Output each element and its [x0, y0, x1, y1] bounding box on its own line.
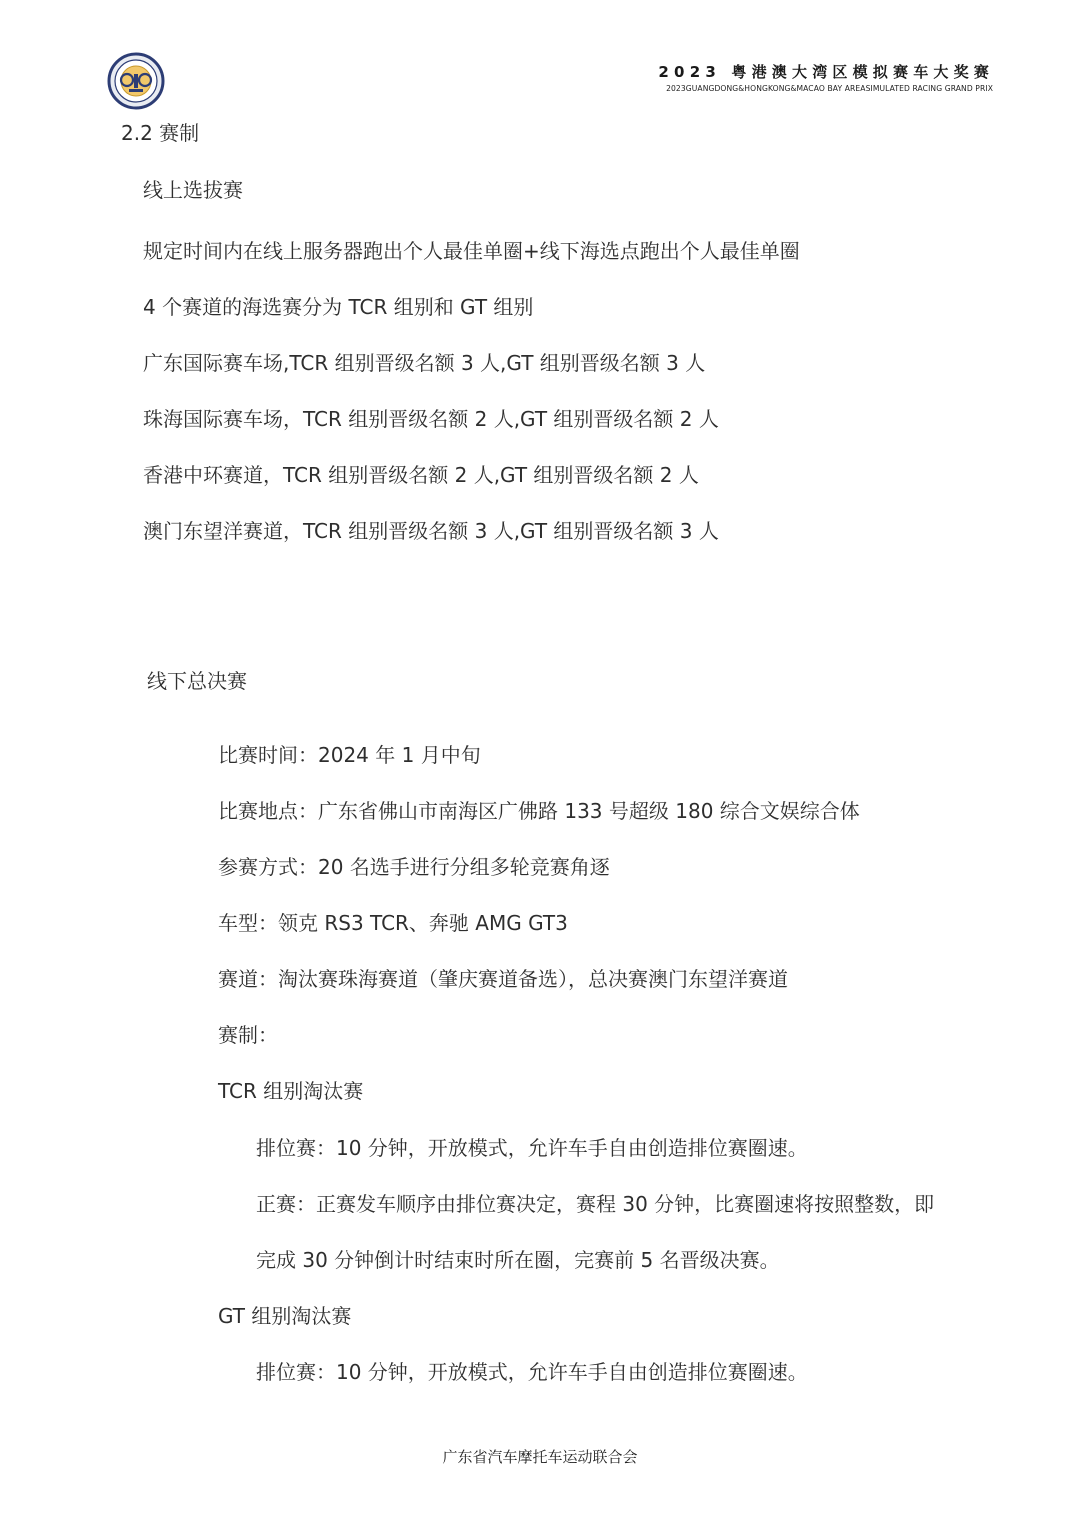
page-footer: 广东省汽车摩托车运动联合会: [442, 1448, 638, 1466]
section-heading: 2.2 赛制: [121, 121, 200, 145]
header-subtitle: 2023GUANGDONG&HONGKONG&MACAO BAY AREASIMULATED RACING GRAND PRIX: [666, 84, 993, 93]
header-title: 2023 粤港澳大湾区模拟赛车大奖赛: [658, 63, 994, 81]
offline-line: 赛制：: [218, 1023, 278, 1047]
tcr-race-line: 正赛：正赛发车顺序由排位赛决定，赛程 30 分钟，比赛圈速将按照整数，即: [256, 1192, 935, 1216]
offline-line: 车型：领克 RS3 TCR、奔驰 AMG GT3: [218, 911, 568, 935]
association-seal-logo: [107, 52, 165, 110]
online-qualifier-title: 线上选拔赛: [143, 178, 243, 202]
offline-line: 比赛时间：2024 年 1 月中旬: [218, 743, 481, 767]
online-line: 香港中环赛道，TCR 组别晋级名额 2 人,GT 组别晋级名额 2 人: [143, 463, 699, 487]
online-line: 规定时间内在线上服务器跑出个人最佳单圈+线下海选点跑出个人最佳单圈: [143, 239, 800, 263]
online-line: 广东国际赛车场,TCR 组别晋级名额 3 人,GT 组别晋级名额 3 人: [143, 351, 706, 375]
offline-line: 比赛地点：广东省佛山市南海区广佛路 133 号超级 180 综合文娱综合体: [218, 799, 860, 823]
tcr-qualifying: 排位赛：10 分钟，开放模式，允许车手自由创造排位赛圈速。: [256, 1136, 808, 1160]
offline-final-title: 线下总决赛: [147, 669, 247, 693]
offline-line: 赛道：淘汰赛珠海赛道（肇庆赛道备选），总决赛澳门东望洋赛道: [218, 967, 788, 991]
tcr-elimination-title: TCR 组别淘汰赛: [218, 1079, 364, 1103]
online-line: 4 个赛道的海选赛分为 TCR 组别和 GT 组别: [143, 295, 534, 319]
gt-elimination-title: GT 组别淘汰赛: [218, 1304, 352, 1328]
tcr-race-line: 完成 30 分钟倒计时结束时所在圈，完赛前 5 名晋级决赛。: [256, 1248, 780, 1272]
online-line: 珠海国际赛车场，TCR 组别晋级名额 2 人,GT 组别晋级名额 2 人: [143, 407, 719, 431]
gt-qualifying: 排位赛：10 分钟，开放模式，允许车手自由创造排位赛圈速。: [256, 1360, 808, 1384]
online-line: 澳门东望洋赛道，TCR 组别晋级名额 3 人,GT 组别晋级名额 3 人: [143, 519, 719, 543]
offline-line: 参赛方式：20 名选手进行分组多轮竞赛角逐: [218, 855, 610, 879]
